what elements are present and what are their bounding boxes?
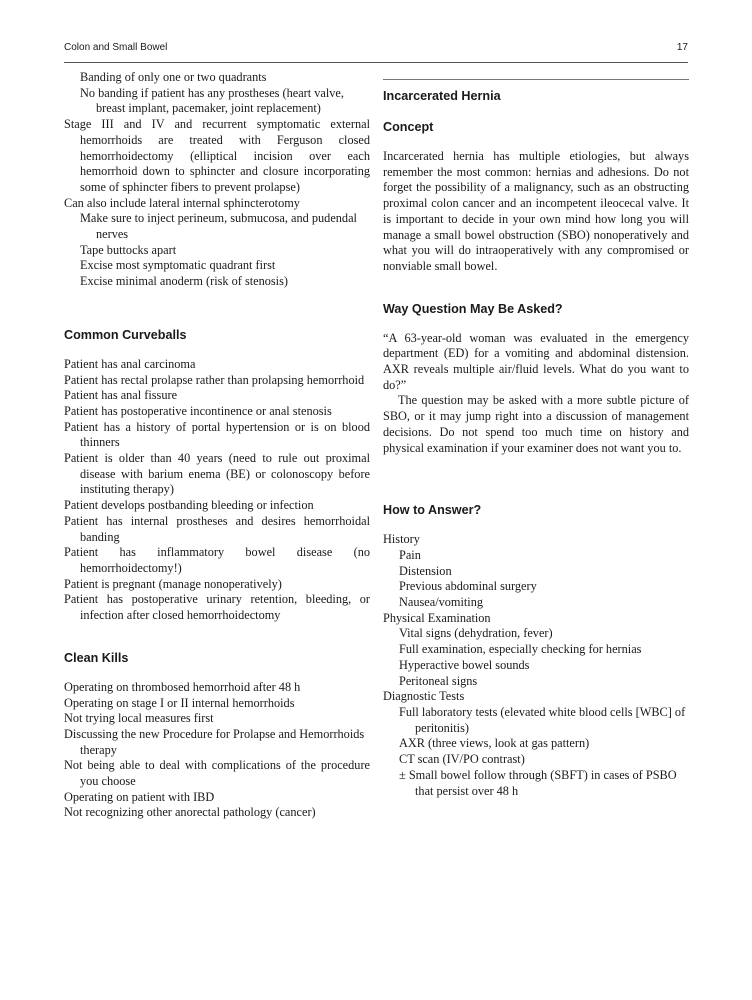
list-item: Patient has anal fissure [64,388,178,403]
how-heading: How to Answer? [383,503,482,518]
right-column [383,70,689,799]
list-item: Patient has inflammatory bowel disease (no hemorrhoidectomy!) [64,545,370,575]
list-item: Patient has anal carcinoma [64,356,196,371]
list-item: Stage III and IV and recurrent symptomatic external hemorrhoids are treated with Ferguson closed hemorrhoidectomy (elliptical incision over each hemorrhoid down to sphincter and closure incorporating some of sphincter fibers to prevent prolapse) [64,117,370,194]
list-item: Excise most symptomatic quadrant first [80,258,276,273]
list-item: Patient is pregnant (manage nonoperatively) [64,576,282,591]
clean-kills-heading: Clean Kills [64,650,129,665]
way-paragraph: The question may be asked with a more subtle picture of SBO, or it may jump right into a discussion of management decisions. Do not spend too much time on history and physical examination if your examiner does not want you to. [383,393,689,455]
list-item: Patient has postoperative incontinence or anal stenosis [64,403,332,418]
list-item: Full laboratory tests (elevated white blood cells [WBC] of peritonitis) [399,704,686,735]
list-item: Not recognizing other anorectal pathology (cancer) [64,805,316,820]
concept-paragraph: Incarcerated hernia has multiple etiologies, but always remember the most common: hernias and adhesions. Do not forget the possibility of a malignancy, such as an obstructing proximal colon cancer and an incompetent ileocecal valve. It is important to decide in your own mind how long you will manage a small bowel obstruction (SBO) nonoperatively and what you will do intraoperatively with any compromised or nonviable small bowel. [383,149,689,273]
list-item: Can also include lateral internal sphincterotomy [64,195,300,210]
page-header [64,42,688,63]
list-item: Patient has internal prostheses and desires hemorrhoidal banding [64,513,370,544]
curveballs-heading: Common Curveballs [64,327,187,342]
list-item: Patient develops postbanding bleeding or infection [64,498,314,513]
list-item: Banding of only one or two quadrants [80,70,267,84]
way-quote: “A 63-year-old woman was evaluated in the emergency department (ED) for a vomiting and abdominal distension. AXR reveals multiple air/fluid levels. What do you want to do?” [383,330,689,392]
list-item: CT scan (IV/PO contrast) [399,752,525,767]
list-item: Pain [399,547,421,562]
list-item: Hyperactive bowel sounds [399,657,530,672]
list-item: Operating on stage I or II internal hemorrhoids [64,695,295,710]
list-item: Distension [399,563,452,578]
list-item: ± Small bowel follow through (SBFT) in cases of PSBO that persist over 48 h [399,767,677,798]
list-item: Patient has a history of portal hypertension or is on blood thinners [64,419,370,450]
list-item: Not being able to deal with complications of the procedure you choose [64,758,370,789]
history-label: History [383,532,420,547]
list-item: Make sure to inject perineum, submucosa, and pudendal nerves [80,211,357,242]
list-item: No banding if patient has any prostheses (heart valve, breast implant, pacemaker, joint replacement) [80,85,344,116]
list-item: Tape buttocks apart [80,242,177,257]
list-item: AXR (three views, look at gas pattern) [399,736,590,751]
list-item: Full examination, especially checking for hernias [399,642,642,657]
running-title: Colon and Small Bowel [64,42,168,53]
list-item: Patient is older than 40 years (need to rule out proximal disease with barium enema (BE) or colonoscopy before instituting therapy) [64,451,370,497]
list-item: Nausea/vomiting [399,595,484,610]
section-title: Incarcerated Hernia [383,89,501,103]
list-item: Peritoneal signs [399,673,478,688]
physical-label: Physical Examination [383,610,491,625]
concept-heading: Concept [383,120,434,134]
list-item: Not trying local measures first [64,711,214,726]
list-item: Excise minimal anoderm (risk of stenosis) [80,274,288,289]
list-item: Operating on patient with IBD [64,789,215,804]
list-item: Discussing the new Procedure for Prolapse and Hemorrhoids therapy [64,726,365,757]
section-divider [383,79,689,80]
way-heading: Way Question May Be Asked? [383,301,563,316]
list-item: Patient has rectal prolapse rather than prolapsing hemorrhoid [64,372,365,387]
list-item: Vital signs (dehydration, fever) [399,626,553,641]
list-item: Operating on thrombosed hemorrhoid after 48 h [64,679,301,694]
diagnostic-label: Diagnostic Tests [383,689,465,704]
list-item: Patient has postoperative urinary retention, bleeding, or infection after closed hemorrhoidectomy [64,592,370,623]
page-number: 17 [676,42,688,53]
left-column [64,70,370,821]
list-item: Previous abdominal surgery [399,579,537,594]
